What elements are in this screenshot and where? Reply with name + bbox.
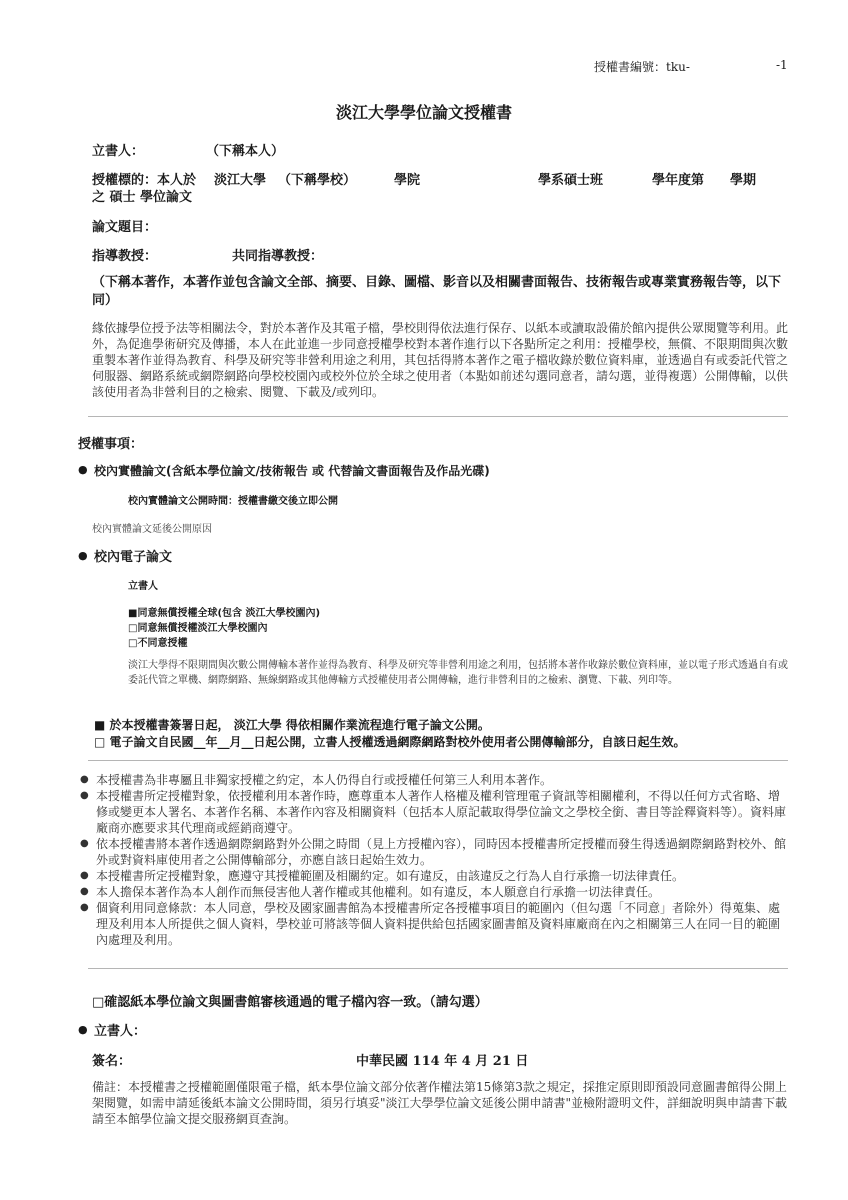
signer-bottom-label: 立書人： (94, 1024, 147, 1039)
publish-option-custom-date[interactable]: □ 電子論文自民國__年__月__日起公開，立書人授權透過網際網路對校外使用者公開傳輸部分，自該日起生效。 (94, 735, 686, 749)
work-definition: （下稱本著作，本著作並包含論文全部、摘要、目錄、圖檔、影音以及相關書面報告、技術報告或專業實務報告等，以下同） (92, 275, 782, 308)
electronic-heading: 校內電子論文 (94, 550, 173, 565)
target-semester: 學期 (730, 173, 757, 188)
electronic-signer: 立書人 (128, 581, 158, 592)
electronic-description: 淡江大學得不限期間與次數公開傳輸本著作並得為教育、科學及研究等非營利用途之利用，包括將本著作收錄於數位資料庫，並以電子形式透過自有或委託代管之單機、網際網路、無線網路或其他傳輸方式授權使用者公開傳輸，進行非營利目的之檢索、瀏覽、下載、列印等。 (128, 660, 788, 686)
confirm-checkbox[interactable]: □確認紙本學位論文與圖書館審核通過的電子檔內容一致。（請勾選） (92, 995, 488, 1010)
divider (88, 760, 788, 761)
bullet-icon: ● (80, 790, 89, 801)
option-disagree[interactable]: □不同意授權 (128, 638, 188, 649)
auth-number-label: 授權書編號：tku- (594, 60, 690, 74)
signer-label: 立書人： (92, 144, 145, 159)
term-item: ● 依本授權書將本著作透過網際網路對外公開之時間（見上方授權內容），同時因本授權書所定授權而發生得透過網際網路對校外、館外或對資料庫使用者之公開傳輸部分，亦應自該日起始生效力。 (80, 837, 787, 867)
thesis-title-label: 論文題目： (92, 220, 158, 235)
target-school: 淡江大學 (214, 173, 267, 188)
page-title: 淡江大學學位論文授權書 (335, 103, 512, 122)
target-year: 學年度第 (652, 173, 705, 188)
bullet-icon: ● (80, 774, 89, 785)
target-label: 授權標的：本人於 (92, 173, 197, 188)
bullet-icon: ● (80, 886, 89, 897)
bullet-icon: ● (78, 463, 88, 476)
divider (88, 416, 788, 417)
sign-date: 中華民國 114 年 4 月 21 日 (356, 1054, 529, 1069)
advisor-label: 指導教授： (92, 249, 158, 264)
items-title: 授權事項： (78, 437, 144, 452)
signer-alias: （下稱本人） (206, 144, 285, 159)
term-item: ● 本授權書為非專屬且非獨家授權之約定，本人仍得自行或授權任何第三人利用本著作。 (80, 773, 553, 787)
bullet-icon: ● (80, 838, 89, 849)
bullet-icon: ● (78, 1023, 88, 1036)
physical-delay-reason: 校內實體論文延後公開原因 (92, 524, 212, 535)
footnote: 備註：本授權書之授權範圍僅限電子檔，紙本學位論文部分依著作權法第15條第3款之規定，採推定原則即預設同意圖書館得公開上架閱覽，如需申請延後紙本論文公開時間，須另行填妥"淡江大學學位論文延後公開申請書"並檢附證明文件，詳細說明與申請書下載請至本館學位論文提交服務網頁查詢。 (92, 1080, 788, 1126)
bullet-icon: ● (80, 870, 89, 881)
option-campus[interactable]: □同意無償授權淡江大學校園內 (128, 623, 268, 634)
target-school-alias: （下稱學校） (278, 173, 357, 188)
co-advisor-label: 共同指導教授： (232, 249, 324, 264)
target-college: 學院 (394, 173, 421, 188)
option-global[interactable]: ■同意無償授權全球(包含 淡江大學校園內) (128, 608, 321, 619)
bullet-icon: ● (78, 549, 88, 562)
intro-paragraph: 緣依據學位授予法等相關法令，對於本著作及其電子檔，學校則得依法進行保存、以紙本或讀取設備於館內提供公眾閱覽等利用。此外，為促進學術研究及傳播，本人在此並進一步同意授權學校對本著作進行以下各點所定之利用：授權學校，無償、不限期間與次數重製本著作並得為教育、科學及研究等非營利用途之利用，其包括得將本著作之電子檔收錄於數位資料庫，並透過自有或委託代管之伺服器、網路系統或網際網路向學校校園內或校外位於全球之使用者（本點如前述勾選同意者，請勾選，並得複選）公開傳輸，以供該使用者為非營利目的之檢索、閱覽、下載及/或列印。 (92, 321, 789, 399)
auth-number-suffix: -1 (776, 58, 788, 72)
term-item: ● 本人擔保本著作為本人創作而無侵害他人著作權或其他權利。如有違反，本人願意自行承擔一切法律責任。 (80, 885, 661, 899)
bullet-icon: ● (80, 902, 89, 913)
sign-label: 簽名： (92, 1054, 132, 1069)
target-dept: 學系碩士班 (538, 173, 604, 188)
publish-option-signing-date[interactable]: ■ 於本授權書簽署日起， 淡江大學 得依相關作業流程進行電子論文公開。 (94, 718, 490, 732)
term-item: ● 個資利用同意條款：本人同意，學校及國家圖書館為本授權書所定各授權事項目的範圍內（但勾選「不同意」者除外）得蒐集、處理及利用本人所提供之個人資料，學校並可將該等個人資料提供給包括國家圖書館及資料庫廠商在內之相關第三人在同一目的範圍內處理及利用。 (80, 901, 781, 947)
physical-heading: 校內實體論文(含紙本學位論文/技術報告 或 代替論文書面報告及作品光碟) (94, 464, 490, 478)
target-line2: 之 碩士 學位論文 (92, 190, 193, 205)
divider (88, 968, 788, 969)
term-item: ● 本授權書所定授權對象，應遵守其授權範圍及相關約定。如有違反，由該違反之行為人自行承擔一切法律責任。 (80, 869, 685, 883)
physical-public-time: 校內實體論文公開時間：授權書繳交後立即公開 (128, 496, 338, 507)
term-item: ● 本授權書所定授權對象，依授權利用本著作時，應尊重本人著作人格權及權利管理電子資訊等相關權利，不得以任何方式省略、增修或變更本人署名、本著作名稱、本著作內容及相關資料（包括本人原記載取得學位論文之學校全銜、書目等詮釋資料等）。資料庫廠商亦應要求其代理商或經銷商遵守。 (80, 789, 787, 835)
